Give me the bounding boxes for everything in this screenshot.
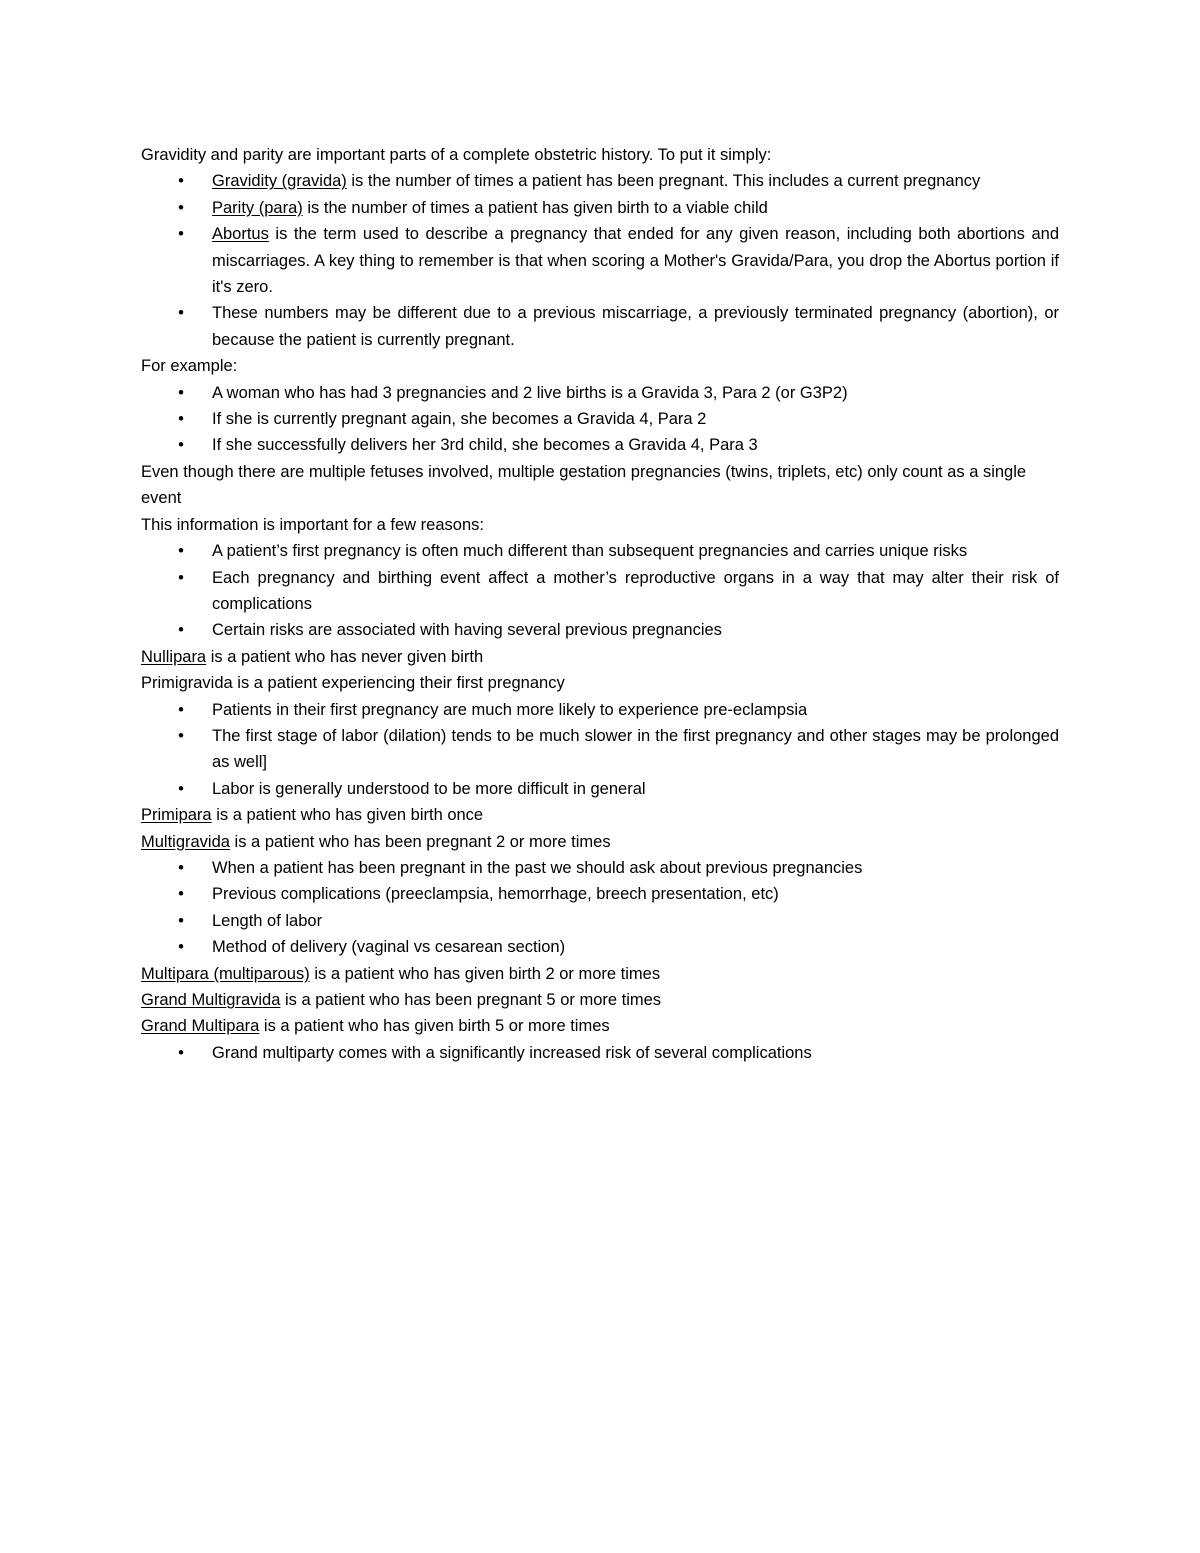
list-item xyxy=(178,406,1059,432)
paragraph xyxy=(141,353,1059,379)
defined-term: Abortus xyxy=(212,225,269,244)
paragraph xyxy=(141,512,1059,538)
list-item-text: is the number of times a patient has given birth to a viable child xyxy=(302,198,768,217)
list-item xyxy=(178,221,1059,300)
bullet-icon: • xyxy=(178,225,184,244)
paragraph-text: is a patient who has given birth once xyxy=(211,806,484,825)
bullet-icon: • xyxy=(178,621,184,640)
bullet-icon: • xyxy=(178,911,184,930)
bullet-list xyxy=(141,697,1059,803)
list-item xyxy=(178,195,1059,221)
paragraph xyxy=(141,644,1059,670)
list-item xyxy=(178,168,1059,194)
list-item-text: If she is currently pregnant again, she becomes a Gravida 4, Para 2 xyxy=(212,410,707,429)
list-item xyxy=(178,432,1059,458)
bullet-icon: • xyxy=(178,568,184,587)
list-item-text: Certain risks are associated with having several previous pregnancies xyxy=(212,621,722,640)
list-item-text: Previous complications (preeclampsia, hemorrhage, breech presentation, etc) xyxy=(212,885,779,904)
bullet-icon: • xyxy=(178,1043,184,1062)
list-item xyxy=(178,723,1059,776)
bullet-icon: • xyxy=(178,542,184,561)
defined-term: Parity (para) xyxy=(212,198,303,217)
bullet-icon: • xyxy=(178,938,184,957)
paragraph-text: Even though there are multiple fetuses involved, multiple gestation pregnancies (twins, triplets, etc) only count as a single event xyxy=(141,462,1027,508)
bullet-icon: • xyxy=(178,304,184,323)
list-item-text: Each pregnancy and birthing event affect a mother’s reproductive organs in a way that may alter their risk of complications xyxy=(212,568,1059,613)
list-item-text: If she successfully delivers her 3rd child, she becomes a Gravida 4, Para 3 xyxy=(212,436,758,455)
bullet-icon: • xyxy=(178,383,184,402)
list-item-text: Length of labor xyxy=(212,911,323,930)
list-item-text: Labor is generally understood to be more difficult in general xyxy=(212,779,646,798)
paragraph xyxy=(141,987,1059,1013)
document-body xyxy=(141,142,1059,1066)
defined-term: Nullipara xyxy=(141,647,207,666)
paragraph-text: is a patient who has never given birth xyxy=(206,647,484,666)
list-item xyxy=(178,776,1059,802)
paragraph-text: is a patient who has given birth 2 or more times xyxy=(309,964,661,983)
list-item-text: The first stage of labor (dilation) tends to be much slower in the first pregnancy and other stages may be prolonged as well] xyxy=(212,726,1059,772)
bullet-icon: • xyxy=(178,410,184,429)
list-item xyxy=(178,617,1059,643)
paragraph xyxy=(141,142,1059,168)
defined-term: Multigravida xyxy=(141,832,230,851)
bullet-icon: • xyxy=(178,779,184,798)
defined-term: Grand Multigravida xyxy=(141,991,281,1009)
paragraph-text: is a patient who has given birth 5 or more times xyxy=(259,1017,610,1036)
list-item xyxy=(178,697,1059,723)
paragraph xyxy=(141,961,1059,987)
list-item xyxy=(178,881,1059,907)
bullet-list xyxy=(141,855,1059,961)
list-item-text: Method of delivery (vaginal vs cesarean section) xyxy=(212,938,566,957)
list-item xyxy=(178,934,1059,960)
bullet-icon: • xyxy=(178,726,184,745)
bullet-icon: • xyxy=(178,700,184,719)
list-item-text: When a patient has been pregnant in the past we should ask about previous pregnancies xyxy=(212,858,863,877)
list-item-text: A patient’s first pregnancy is often much different than subsequent pregnancies and carries unique risks xyxy=(212,542,968,561)
paragraph xyxy=(141,670,1059,696)
list-item xyxy=(178,380,1059,406)
list-item-text: is the term used to describe a pregnancy that ended for any given reason, including both abortions and miscarriages. A key thing to remember is that when scoring a Mother's Gravida/Para, you drop the Abortus portion if it's zero. xyxy=(212,225,1059,297)
list-item xyxy=(178,908,1059,934)
paragraph-text: Gravidity and parity are important parts of a complete obstetric history. To put it simply: xyxy=(141,146,772,164)
paragraph xyxy=(141,459,1059,512)
paragraph xyxy=(141,802,1059,828)
bullet-icon: • xyxy=(178,858,184,877)
list-item-text: These numbers may be different due to a previous miscarriage, a previously terminated pregnancy (abortion), or because the patient is currently pregnant. xyxy=(212,304,1059,349)
defined-term: Multipara (multiparous) xyxy=(141,964,310,983)
list-item-text: Grand multiparty comes with a significantly increased risk of several complications xyxy=(212,1043,812,1062)
paragraph-text: is a patient who has been pregnant 5 or more times xyxy=(280,991,662,1009)
paragraph-text: Primigravida is a patient experiencing their first pregnancy xyxy=(141,674,565,693)
defined-term: Gravidity (gravida) xyxy=(212,172,347,191)
bullet-list xyxy=(141,538,1059,644)
defined-term: Grand Multipara xyxy=(141,1017,260,1036)
list-item xyxy=(178,855,1059,881)
bullet-icon: • xyxy=(178,172,184,191)
bullet-list xyxy=(141,380,1059,459)
list-item-text: A woman who has had 3 pregnancies and 2 live births is a Gravida 3, Para 2 (or G3P2) xyxy=(212,383,848,402)
list-item-text: is the number of times a patient has been pregnant. This includes a current pregnancy xyxy=(346,172,981,191)
bullet-icon: • xyxy=(178,198,184,217)
defined-term: Primipara xyxy=(141,806,212,825)
list-item xyxy=(178,538,1059,564)
paragraph xyxy=(141,1013,1059,1039)
list-item-text: Patients in their first pregnancy are much more likely to experience pre-eclampsia xyxy=(212,700,808,719)
bullet-list xyxy=(141,1040,1059,1066)
list-item xyxy=(178,565,1059,618)
bullet-icon: • xyxy=(178,885,184,904)
list-item xyxy=(178,300,1059,353)
paragraph xyxy=(141,829,1059,855)
bullet-icon: • xyxy=(178,436,184,455)
paragraph-text: This information is important for a few reasons: xyxy=(141,515,484,534)
paragraph-text: For example: xyxy=(141,357,238,376)
list-item xyxy=(178,1040,1059,1066)
paragraph-text: is a patient who has been pregnant 2 or more times xyxy=(229,832,611,851)
bullet-list xyxy=(141,168,1059,353)
